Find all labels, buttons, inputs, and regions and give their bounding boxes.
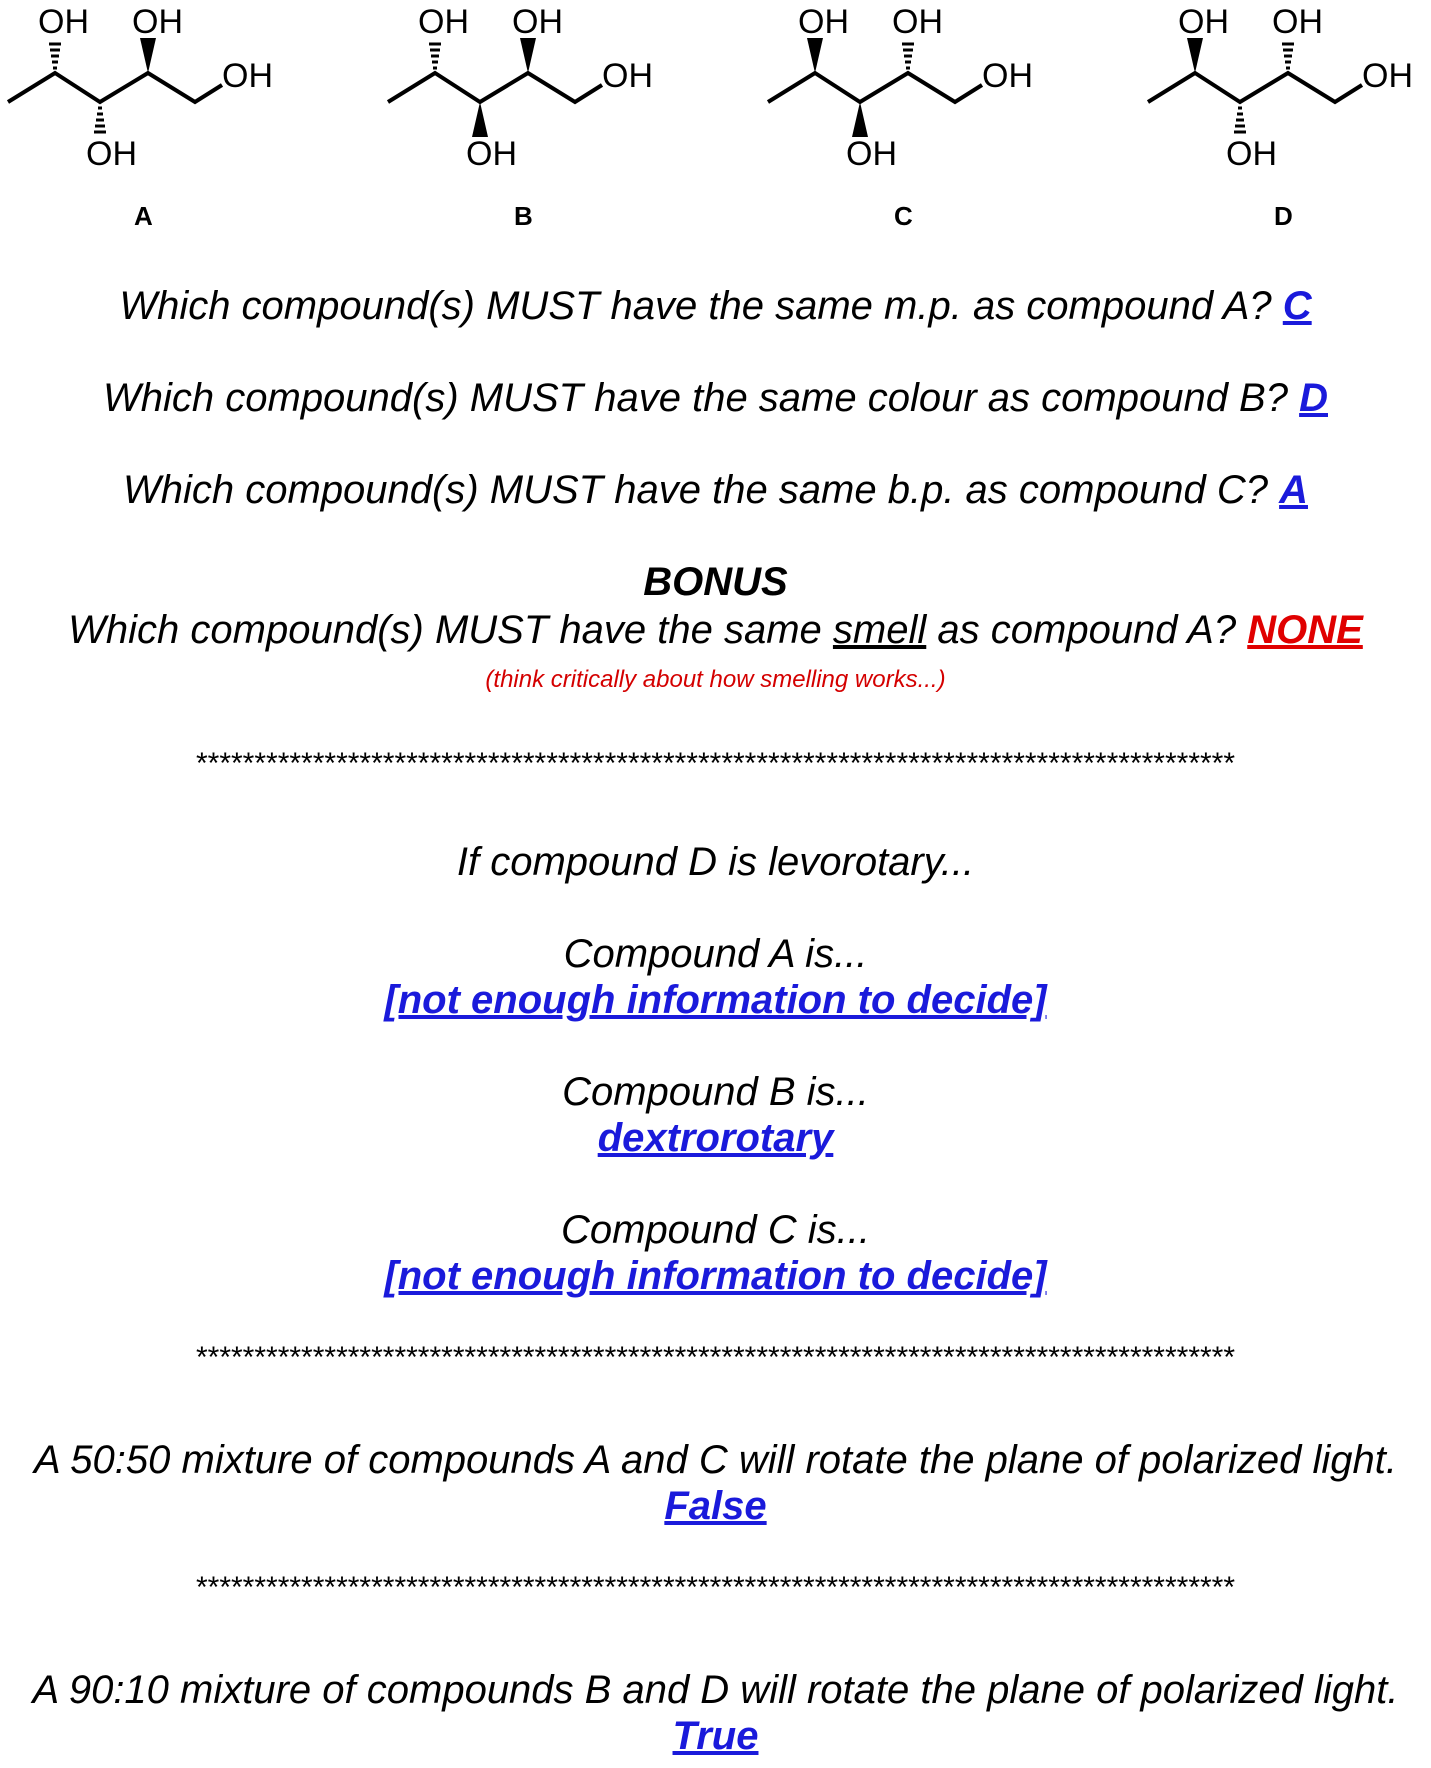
compound-b-oh-3: OH [602,57,653,95]
optical-c-answer[interactable]: [not enough information to decide] [384,1254,1047,1298]
optical-c-answer-row [0,1252,1431,1300]
bonus-question-after: as compound A? [937,608,1237,652]
mixture-2-statement: A 90:10 mixture of compounds B and D will rotate the plane of polarized light. [32,1668,1399,1712]
bonus-question [0,606,1431,654]
compound-a-oh-4: OH [86,135,137,173]
compound-c-oh-3: OH [982,57,1033,95]
question-bp-text: Which compound(s) MUST have the same b.p. as compound C? [123,468,1268,512]
optical-a-answer-row [0,976,1431,1024]
compound-a-label: A [134,201,153,231]
compound-d-oh-3: OH [1362,57,1413,95]
compound-d-oh-1: OH [1178,3,1229,41]
mixture-1-answer-row [0,1482,1431,1530]
bonus-answer[interactable]: NONE [1247,608,1363,652]
compound-b-oh-4: OH [466,135,517,173]
compound-b-wedge-bond-2 [472,102,488,137]
compound-a-oh-1: OH [38,3,89,41]
optical-c-prompt: Compound C is... [560,1208,871,1252]
optical-b-answer-row [0,1114,1431,1162]
compound-b-oh-2: OH [512,3,563,41]
compound-a-hashed-bond-1 [49,44,61,68]
question-colour-answer[interactable]: D [1299,376,1328,420]
divider-2: ***************************************************************************************** [195,1342,1236,1374]
compound-c-hashed-bond [902,44,914,68]
compound-d-hashed-bond-1 [1282,44,1294,68]
compound-c-wedge-bond-2 [852,102,868,137]
question-colour-text: Which compound(s) MUST have the same colour as compound B? [103,376,1288,420]
compound-b-wedge-bond-1 [520,38,536,73]
bonus-question-before: Which compound(s) MUST have the same [68,608,822,652]
divider-1: ***************************************************************************************** [195,748,1236,780]
compound-a-wedge-bond [140,38,156,73]
optical-intro: If compound D is levorotary... [456,840,975,884]
compound-b-hashed-bond-1 [429,44,441,68]
compound-d-oh-4: OH [1226,135,1277,173]
compound-d-hashed-bond-2 [1234,108,1246,132]
compound-a-structure [8,3,273,231]
compound-c-wedge-bond-1 [807,38,823,73]
question-bp-answer[interactable]: A [1279,468,1308,512]
compound-a-oh-2: OH [132,3,183,41]
compound-d-oh-2: OH [1272,3,1323,41]
divider-3: ***************************************************************************************** [195,1572,1236,1604]
optical-a-prompt: Compound A is... [563,932,868,976]
optical-b-prompt: Compound B is... [562,1070,869,1114]
molecule-structures [0,0,1431,240]
compound-c-label: C [894,201,913,231]
mixture-2-answer-row [0,1712,1431,1760]
optical-a-answer[interactable]: [not enough information to decide] [384,978,1047,1022]
compound-d-structure [1148,3,1413,231]
compound-b-oh-1: OH [418,3,469,41]
compound-b-label: B [514,201,533,231]
bonus-note: (think critically about how smelling works...) [485,666,946,693]
question-bp [0,466,1431,514]
bonus-question-underlined: smell [832,608,927,652]
compound-c-oh-4: OH [846,135,897,173]
compound-c-oh-1: OH [798,3,849,41]
compound-d-wedge-bond [1187,38,1203,73]
question-mp-answer[interactable]: C [1282,284,1312,328]
bonus-title: BONUS [643,560,788,604]
compound-c-structure [768,3,1033,231]
mixture-1-statement: A 50:50 mixture of compounds A and C will rotate the plane of polarized light. [34,1438,1397,1482]
compound-a-hashed-bond-2 [94,108,106,132]
mixture-1-answer[interactable]: False [664,1484,767,1528]
compound-a-oh-3: OH [222,57,273,95]
mixture-2-answer[interactable]: True [672,1714,759,1758]
question-mp-text: Which compound(s) MUST have the same m.p. as compound A? [119,284,1272,328]
compound-b-structure [388,3,653,231]
optical-b-answer[interactable]: dextrorotary [597,1116,834,1160]
question-colour [0,374,1431,422]
compound-d-label: D [1274,201,1293,231]
compound-c-oh-2: OH [892,3,943,41]
question-mp [0,282,1431,330]
